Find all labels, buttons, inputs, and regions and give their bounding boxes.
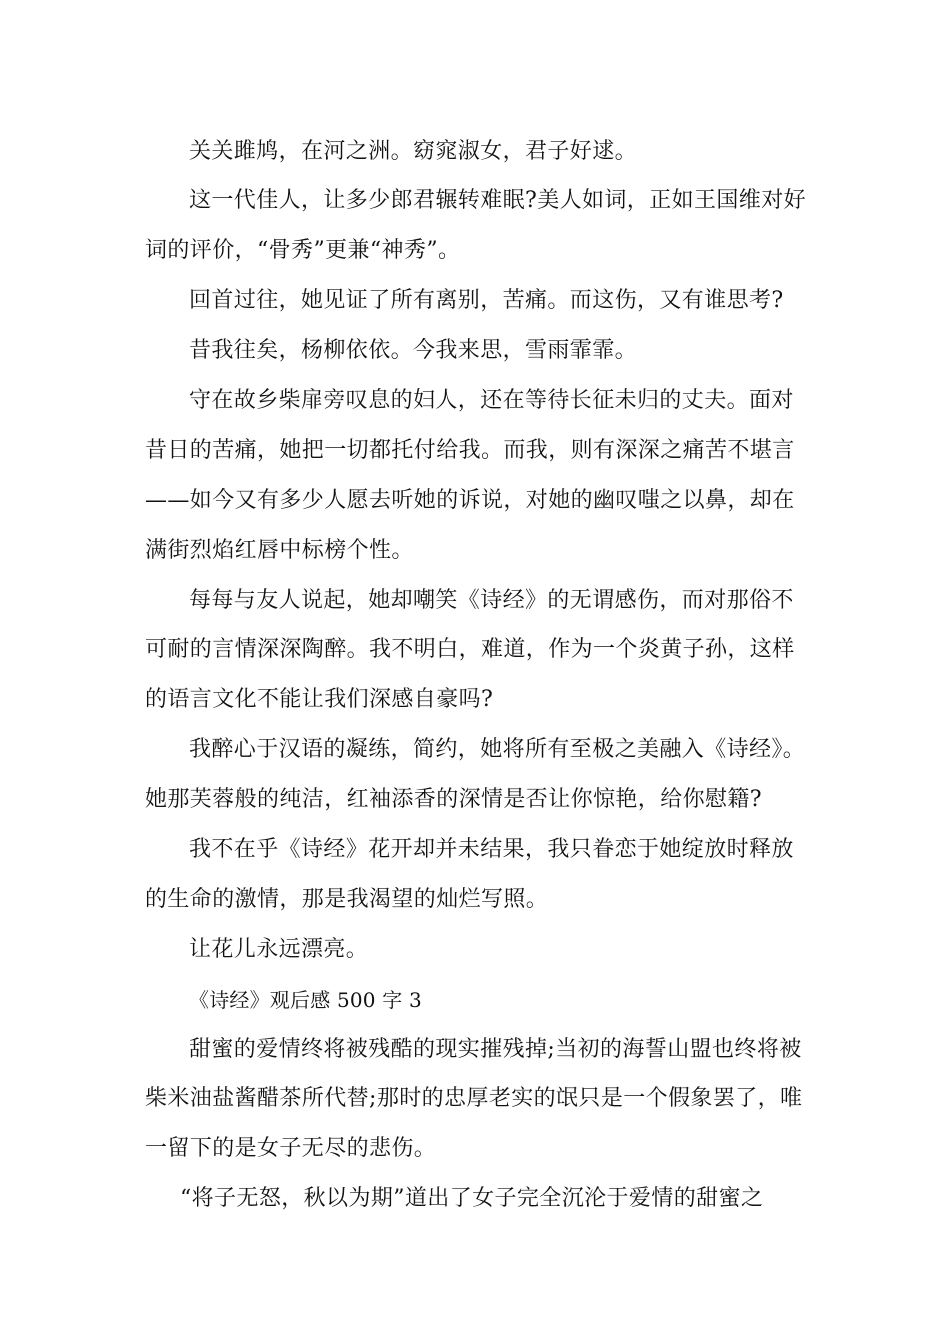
text-line-4: 回首过往，她见证了所有离别，苦痛。而这伤，又有谁思考? [189,288,784,313]
text-line-6: 守在故乡柴扉旁叹息的妇人，还在等待长征未归的丈夫。面对 [189,388,794,413]
text-line-21: 一留下的是女子无尽的悲伤。 [145,1136,437,1161]
text-line-11: 可耐的言情深深陶醉。我不明白，难道，作为一个炎黄子孙，这样 [145,637,795,662]
section-heading: 《诗经》观后感 500 字 3 [189,988,422,1012]
text-line-12: 的语言文化不能让我们深感自豪吗? [145,687,494,712]
text-line-7: 昔日的苦痛，她把一切都托付给我。而我，则有深深之痛苦不堪言 [145,438,795,463]
text-line-20: 柴米油盐酱醋茶所代替;那时的忠厚老实的氓只是一个假象罢了，唯 [145,1086,803,1111]
text-line-13: 我醉心于汉语的凝练，简约，她将所有至极之美融入《诗经》。 [189,737,806,762]
text-line-1: 关关雎鸠，在河之洲。窈窕淑女，君子好逑。 [189,139,638,164]
text-line-8: ——如今又有多少人愿去听她的诉说，对她的幽叹嗤之以鼻，却在 [145,488,795,513]
text-line-16: 的生命的激情，那是我渴望的灿烂写照。 [145,887,549,912]
text-line-17: 让花儿永远漂亮。 [189,937,369,962]
text-line-14: 她那芙蓉般的纯洁，红袖添香的深情是否让你惊艳，给你慰籍? [145,787,762,812]
text-line-2: 这一代佳人，让多少郎君辗转难眠?美人如词，正如王国维对好 [189,188,806,213]
text-line-10: 每每与友人说起，她却嘲笑《诗经》的无谓感伤，而对那俗不 [189,588,794,613]
text-line-22: “将子无怒，秋以为期”道出了女子完全沉沦于爱情的甜蜜之 [180,1186,764,1211]
text-line-3: 词的评价，“骨秀”更兼“神秀”。 [145,238,461,263]
text-line-5: 昔我往矣，杨柳依依。今我来思，雪雨霏霏。 [189,338,638,363]
text-line-9: 满街烈焰红唇中标榜个性。 [145,538,414,563]
text-line-19: 甜蜜的爱情终将被残酷的现实摧残掉;当初的海誓山盟也终将被 [189,1037,802,1062]
text-line-15: 我不在乎《诗经》花开却并未结果，我只眷恋于她绽放时释放 [189,837,794,862]
